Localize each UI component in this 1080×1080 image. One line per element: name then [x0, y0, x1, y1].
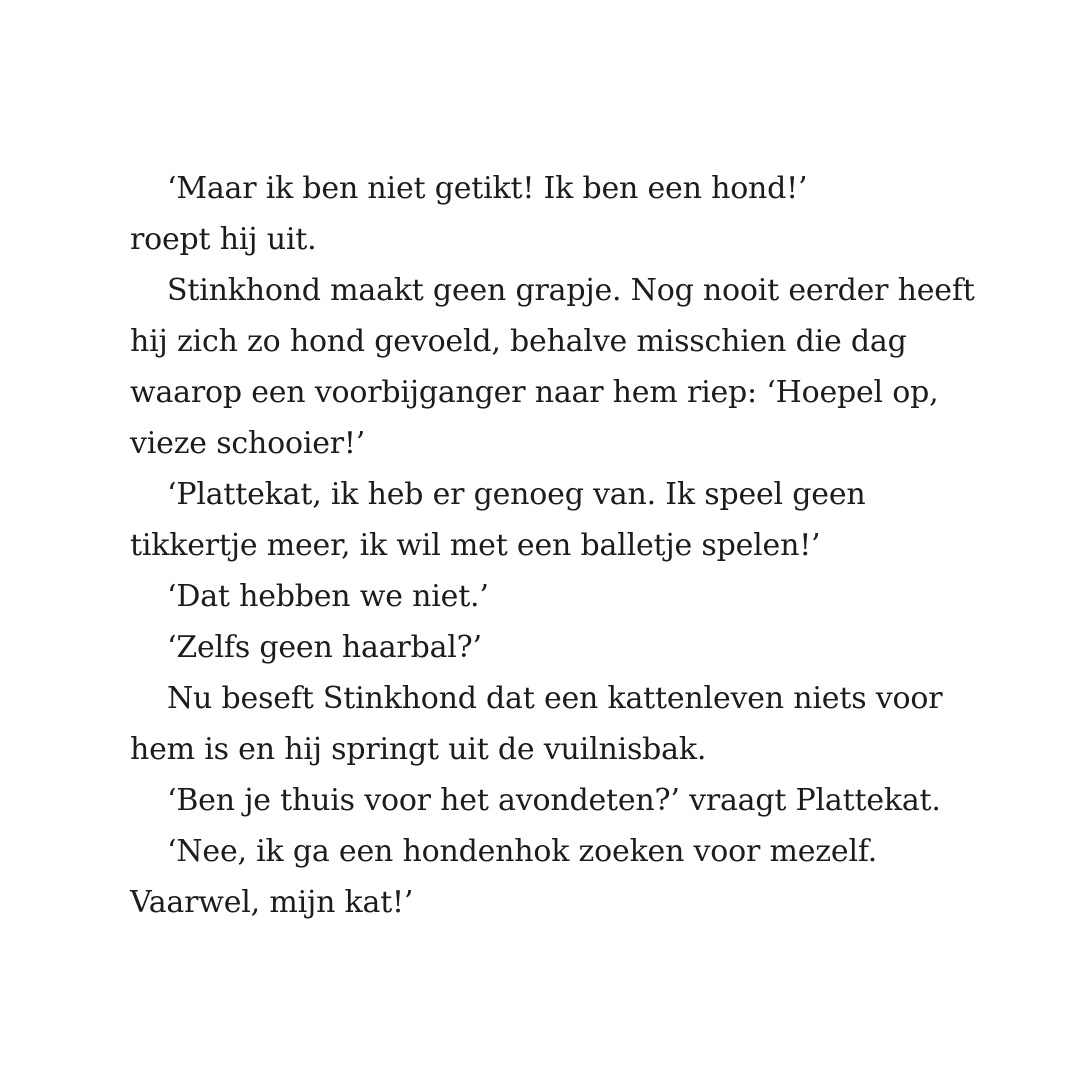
text-line: roept hij uit.	[130, 222, 317, 257]
page-text	[130, 163, 975, 928]
text-line: ‘Plattekat, ik heb er genoeg van. Ik speel geen	[167, 477, 866, 512]
text-line: ‘Zelfs geen haarbal?’	[167, 630, 482, 665]
text-line: ‘Ben je thuis voor het avondeten?’ vraagt Plattekat.	[167, 783, 941, 818]
text-line: ‘Nee, ik ga een hondenhok zoeken voor mezelf.	[167, 834, 878, 869]
text-line: Vaarwel, mijn kat!’	[130, 885, 414, 920]
text-line: ‘Dat hebben we niet.’	[167, 579, 489, 614]
text-line: hij zich zo hond gevoeld, behalve misschien die dag	[130, 324, 907, 359]
text-line: Nu beseft Stinkhond dat een kattenleven niets voor	[167, 681, 943, 716]
text-line: Stinkhond maakt geen grapje. Nog nooit eerder heeft	[167, 273, 975, 308]
text-line: ‘Maar ik ben niet getikt! Ik ben een hond!’	[167, 171, 808, 206]
text-line: hem is en hij springt uit de vuilnisbak.	[130, 732, 707, 767]
text-line: waarop een voorbijganger naar hem riep: ‘Hoepel op,	[130, 375, 939, 410]
text-line: vieze schooier!’	[130, 426, 366, 461]
text-line: tikkertje meer, ik wil met een balletje spelen!’	[130, 528, 821, 563]
